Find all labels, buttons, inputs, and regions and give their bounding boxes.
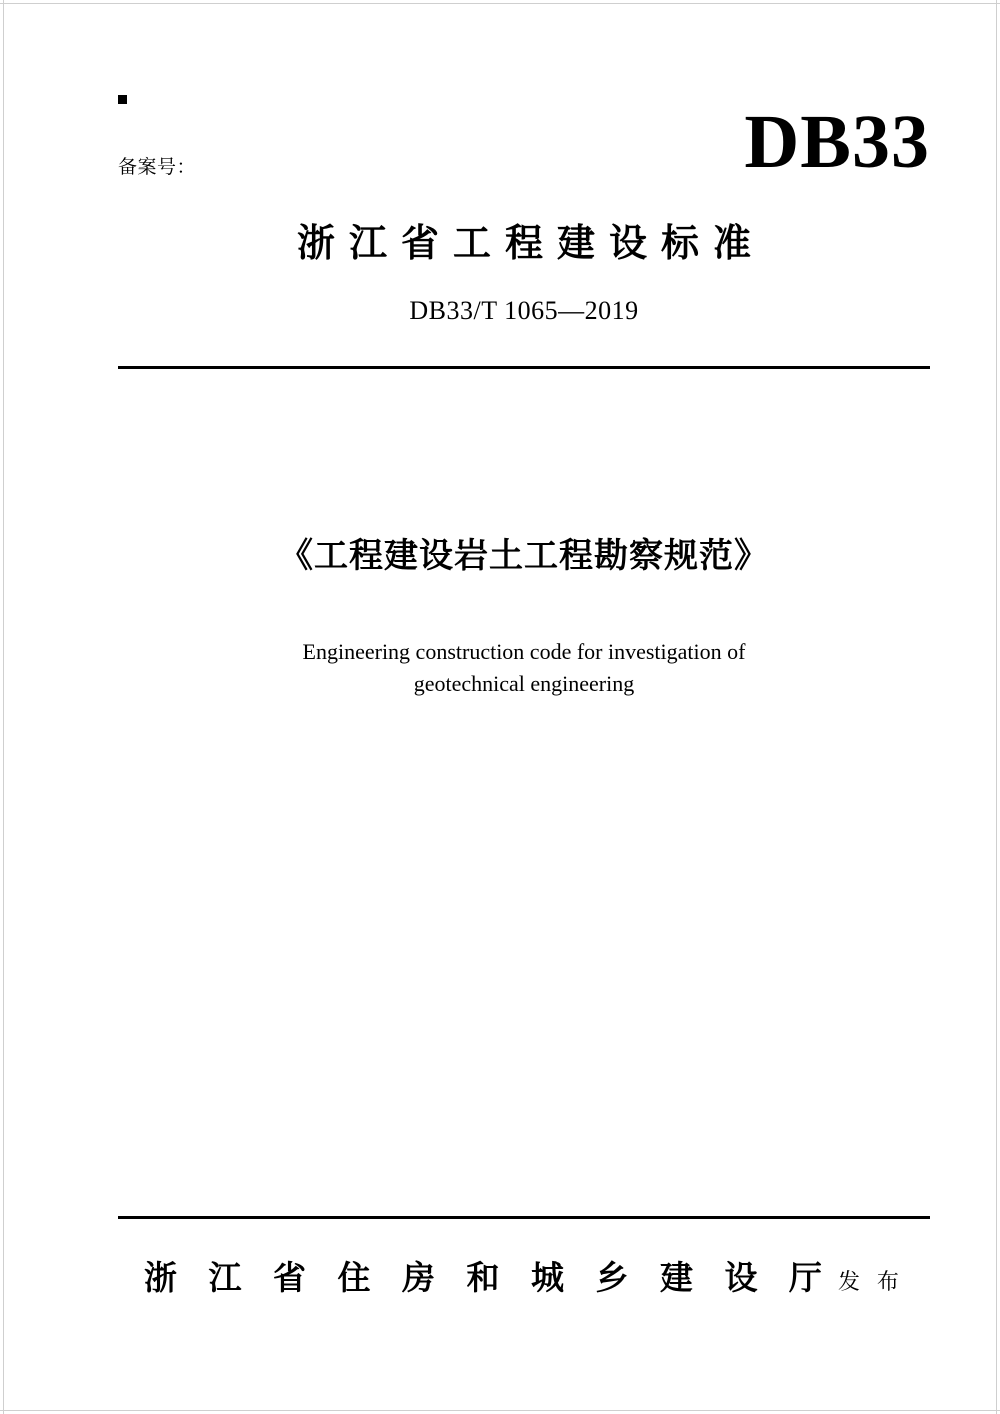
document-title-english-line1: Engineering construction code for investigation of bbox=[302, 639, 746, 664]
publish-action-label: 发 布 bbox=[837, 1270, 904, 1295]
page-edge-right bbox=[996, 0, 997, 1414]
square-bullet-icon bbox=[118, 95, 127, 104]
page-edge-left bbox=[3, 0, 4, 1414]
document-title-chinese: 《工程建设岩土工程勘察规范》 bbox=[279, 536, 769, 576]
document-title-english bbox=[118, 636, 930, 700]
divider-bottom bbox=[118, 1216, 930, 1219]
cover-content bbox=[118, 0, 930, 1414]
publisher-name: 浙 江 省 住 房 和 城 乡 建 设 厅 bbox=[144, 1258, 832, 1297]
standard-series-title: 浙江省工程建设标准 bbox=[296, 221, 765, 265]
divider-top bbox=[118, 366, 930, 369]
filing-number-label: 备案号： bbox=[118, 156, 197, 178]
standard-series-mark: DB33 bbox=[744, 100, 930, 184]
standard-code: DB33/T 1065—2019 bbox=[409, 296, 639, 325]
document-title-english-line2: geotechnical engineering bbox=[413, 670, 635, 696]
publisher-line bbox=[118, 1252, 930, 1299]
